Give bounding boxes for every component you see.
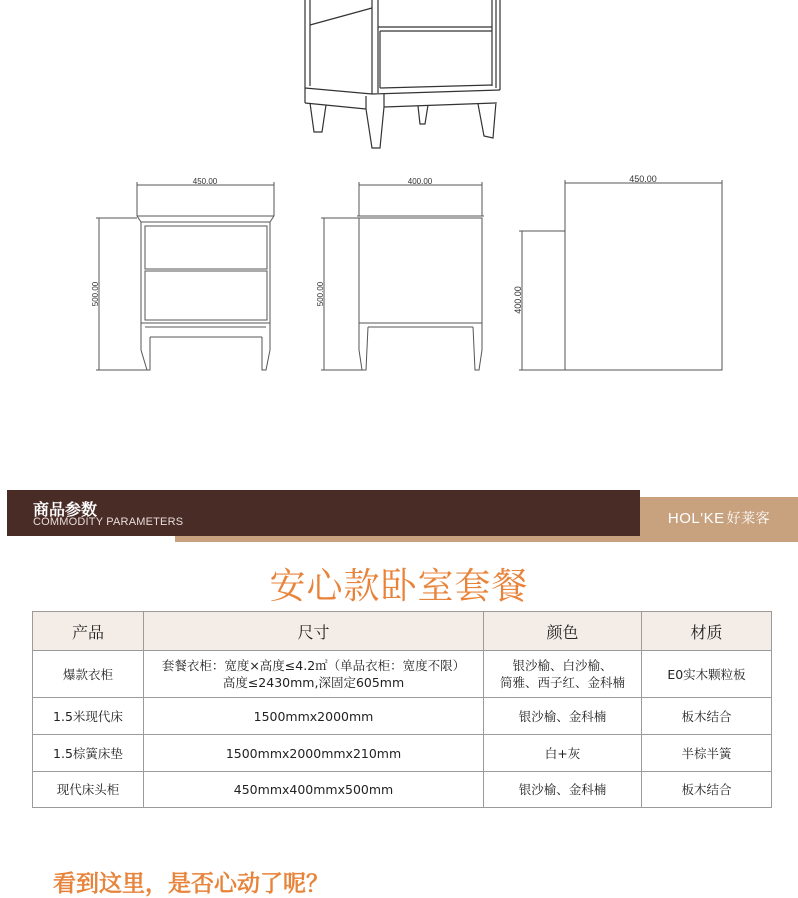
table-row bbox=[33, 698, 772, 735]
cell-color: 白+灰 bbox=[484, 735, 642, 772]
cell-size: 450mmx400mmx500mm bbox=[144, 772, 484, 808]
cell-product: 1.5棕簧床垫 bbox=[33, 735, 144, 772]
parameter-table bbox=[32, 611, 772, 808]
table-row bbox=[33, 772, 772, 808]
top-view bbox=[519, 180, 722, 370]
side-view bbox=[321, 182, 484, 370]
side-height-label: 500.00 bbox=[316, 281, 325, 307]
table-row bbox=[33, 735, 772, 772]
header-product: 产品 bbox=[33, 612, 144, 651]
section-title-en: COMMODITY PARAMETERS bbox=[33, 516, 184, 528]
cell-size: 1500mmx2000mmx210mm bbox=[144, 735, 484, 772]
side-width-label: 400.00 bbox=[407, 177, 433, 186]
cell-color: 银沙榆、金科楠 bbox=[484, 772, 642, 808]
cell-color-line: 银沙榆、白沙榆、 bbox=[512, 658, 613, 673]
brand-logo bbox=[640, 508, 798, 528]
cell-size bbox=[144, 651, 484, 698]
front-width-label: 450.00 bbox=[192, 177, 218, 186]
front-height-label: 500.00 bbox=[91, 281, 100, 307]
cell-size-line: 高度≤2430mm,深固定605mm bbox=[222, 675, 405, 690]
cell-size-line: 套餐衣柜：宽度×高度≤4.2㎡（单品衣柜：宽度不限） bbox=[161, 658, 466, 673]
table-header-row bbox=[33, 612, 772, 651]
nightstand-perspective-drawing bbox=[0, 0, 798, 160]
cell-product: 1.5米现代床 bbox=[33, 698, 144, 735]
cell-product: 爆款衣柜 bbox=[33, 651, 144, 698]
cell-color bbox=[484, 651, 642, 698]
cell-color-line: 简雅、西子红、金科楠 bbox=[499, 675, 625, 690]
cell-size: 1500mmx2000mm bbox=[144, 698, 484, 735]
top-width-label: 450.00 bbox=[629, 174, 657, 184]
section-banner bbox=[7, 490, 640, 536]
package-title: 安心款卧室套餐 bbox=[269, 566, 529, 607]
table-row bbox=[33, 651, 772, 698]
cell-product: 现代床头柜 bbox=[33, 772, 144, 808]
cell-material: E0实木颗粒板 bbox=[642, 651, 772, 698]
cell-material: 板木结合 bbox=[642, 698, 772, 735]
front-view bbox=[96, 182, 274, 370]
banner-accent-bar bbox=[175, 536, 640, 542]
cell-color: 银沙榆、金科楠 bbox=[484, 698, 642, 735]
top-depth-label: 400.00 bbox=[513, 286, 523, 314]
brand-name-cn: 好莱客 bbox=[726, 511, 771, 527]
brand-name-en: HOL'KE bbox=[667, 510, 725, 527]
cell-material: 半棕半簧 bbox=[642, 735, 772, 772]
section-title-cn: 商品参数 bbox=[33, 500, 98, 519]
cell-material: 板木结合 bbox=[642, 772, 772, 808]
footer-teaser: 看到这里，是否心动了呢？ bbox=[53, 871, 329, 897]
three-view-drawings bbox=[0, 160, 798, 390]
header-color: 颜色 bbox=[484, 612, 642, 651]
header-material: 材质 bbox=[642, 612, 772, 651]
header-size: 尺寸 bbox=[144, 612, 484, 651]
